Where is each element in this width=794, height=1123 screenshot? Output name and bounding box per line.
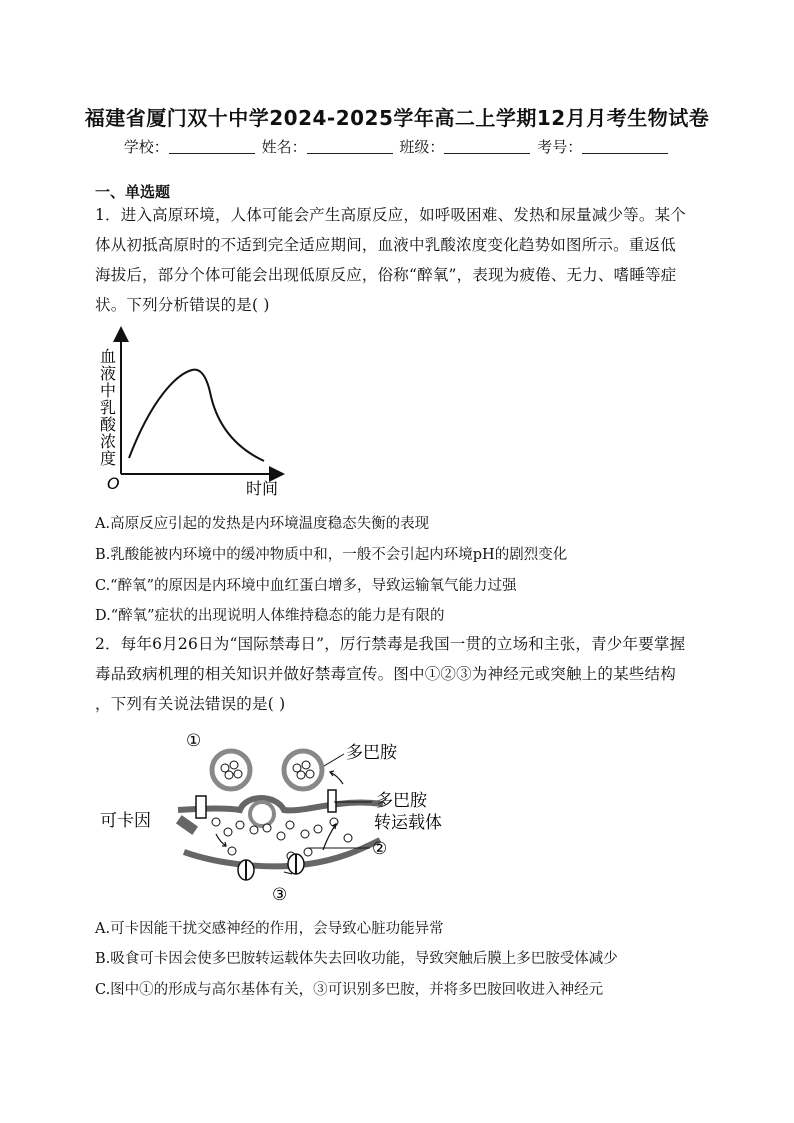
dopamine-receptor-1 [238, 860, 254, 880]
q2-stem [95, 629, 685, 719]
q2-option-a: A.可卡因能干扰交感神经的作用，会导致心脏功能异常 [95, 921, 444, 937]
school-blank [169, 139, 255, 154]
q1-line: 海拔后，部分个体可能会出现低原反应，俗称“醉氧”，表现为疲倦、无力、嗜睡等症 [95, 266, 677, 284]
number-blank [582, 139, 668, 154]
label-2: ② [372, 839, 388, 859]
q2-line: 2．每年6月26日为“国际禁毒日”，厉行禁毒是我国一贯的立场和主张，青少年要掌握 [95, 635, 686, 653]
postsynaptic-membrane [184, 840, 380, 866]
synapse-diagram [98, 724, 458, 910]
q1-line: 1．进入高原环境，人体可能会产生高原反应，如呼吸困难、发热和尿量减少等。某个 [95, 206, 686, 224]
lactate-curve [129, 370, 264, 461]
q1-option-c: C.“醉氧”的原因是内环境中血红蛋白增多，导致运输氧气能力过强 [95, 578, 517, 594]
origin-label: O [107, 474, 120, 493]
cocaine-label: 可卡因 [100, 811, 151, 831]
y-axis-label: 血液中乳酸浓度 [97, 348, 117, 467]
section-heading: 一、单选题 [95, 183, 171, 201]
dopamine-transporter [328, 790, 336, 812]
q1-option-a: A.高原反应引起的发热是内环境温度稳态失衡的表现 [95, 516, 430, 532]
q1-stem [95, 200, 686, 320]
blocked-transporter [196, 796, 206, 818]
q2-option-c: C.图中①的形成与高尔基体有关，③可识别多巴胺，并将多巴胺回收进入神经元 [95, 982, 604, 998]
info-label-class: 班级： [399, 138, 445, 156]
dopamine-molecules [212, 818, 352, 860]
fusing-vesicle [250, 802, 274, 826]
student-info-row [0, 136, 794, 157]
label-1: ① [186, 731, 202, 751]
lactate-curve-chart [92, 326, 292, 502]
label-3: ③ [272, 885, 288, 905]
q1-option-d: D.“醉氧”症状的出现说明人体维持稳态的能力是有限的 [95, 608, 445, 624]
transporter-label-line1: 多巴胺 [376, 791, 427, 811]
q1-line: 状。下列分析错误的是( ) [95, 296, 270, 314]
q2-line: ，下列有关说法错误的是( ) [95, 695, 286, 713]
class-blank [444, 139, 530, 154]
x-axis-label: 时间 [246, 479, 279, 498]
q1-line: 体从初抵高原时的不适到完全适应期间，血液中乳酸浓度变化趋势如图所示。重返低 [95, 236, 676, 254]
q1-option-b: B.乳酸能被内环境中的缓冲物质中和，一般不会引起内环境pH的剧烈变化 [95, 547, 568, 563]
q2-line: 毒品致病机理的相关知识并做好禁毒宣传。图中①②③为神经元或突触上的某些结构 [95, 665, 676, 683]
dopamine-pointer [324, 754, 344, 766]
dopamine-receptor-2 [288, 854, 304, 874]
cocaine-molecule [176, 815, 198, 835]
page-title: 福建省厦门双十中学2024-2025学年高二上学期12月月考生物试卷 [84, 106, 710, 130]
dopamine-label: 多巴胺 [346, 743, 397, 763]
presynaptic-membrane [178, 798, 383, 810]
q2-option-b: B.吸食可卡因会使多巴胺转运载体失去回收功能，导致突触后膜上多巴胺受体减少 [95, 951, 618, 967]
info-label-number: 考号： [537, 138, 583, 156]
info-label-school: 学校： [123, 138, 169, 156]
transporter-label-line2: 转运载体 [374, 813, 442, 833]
synaptic-vesicle-1 [212, 751, 250, 789]
synaptic-vesicle-2 [284, 751, 322, 789]
info-label-name: 姓名： [261, 138, 307, 156]
name-blank [307, 139, 393, 154]
